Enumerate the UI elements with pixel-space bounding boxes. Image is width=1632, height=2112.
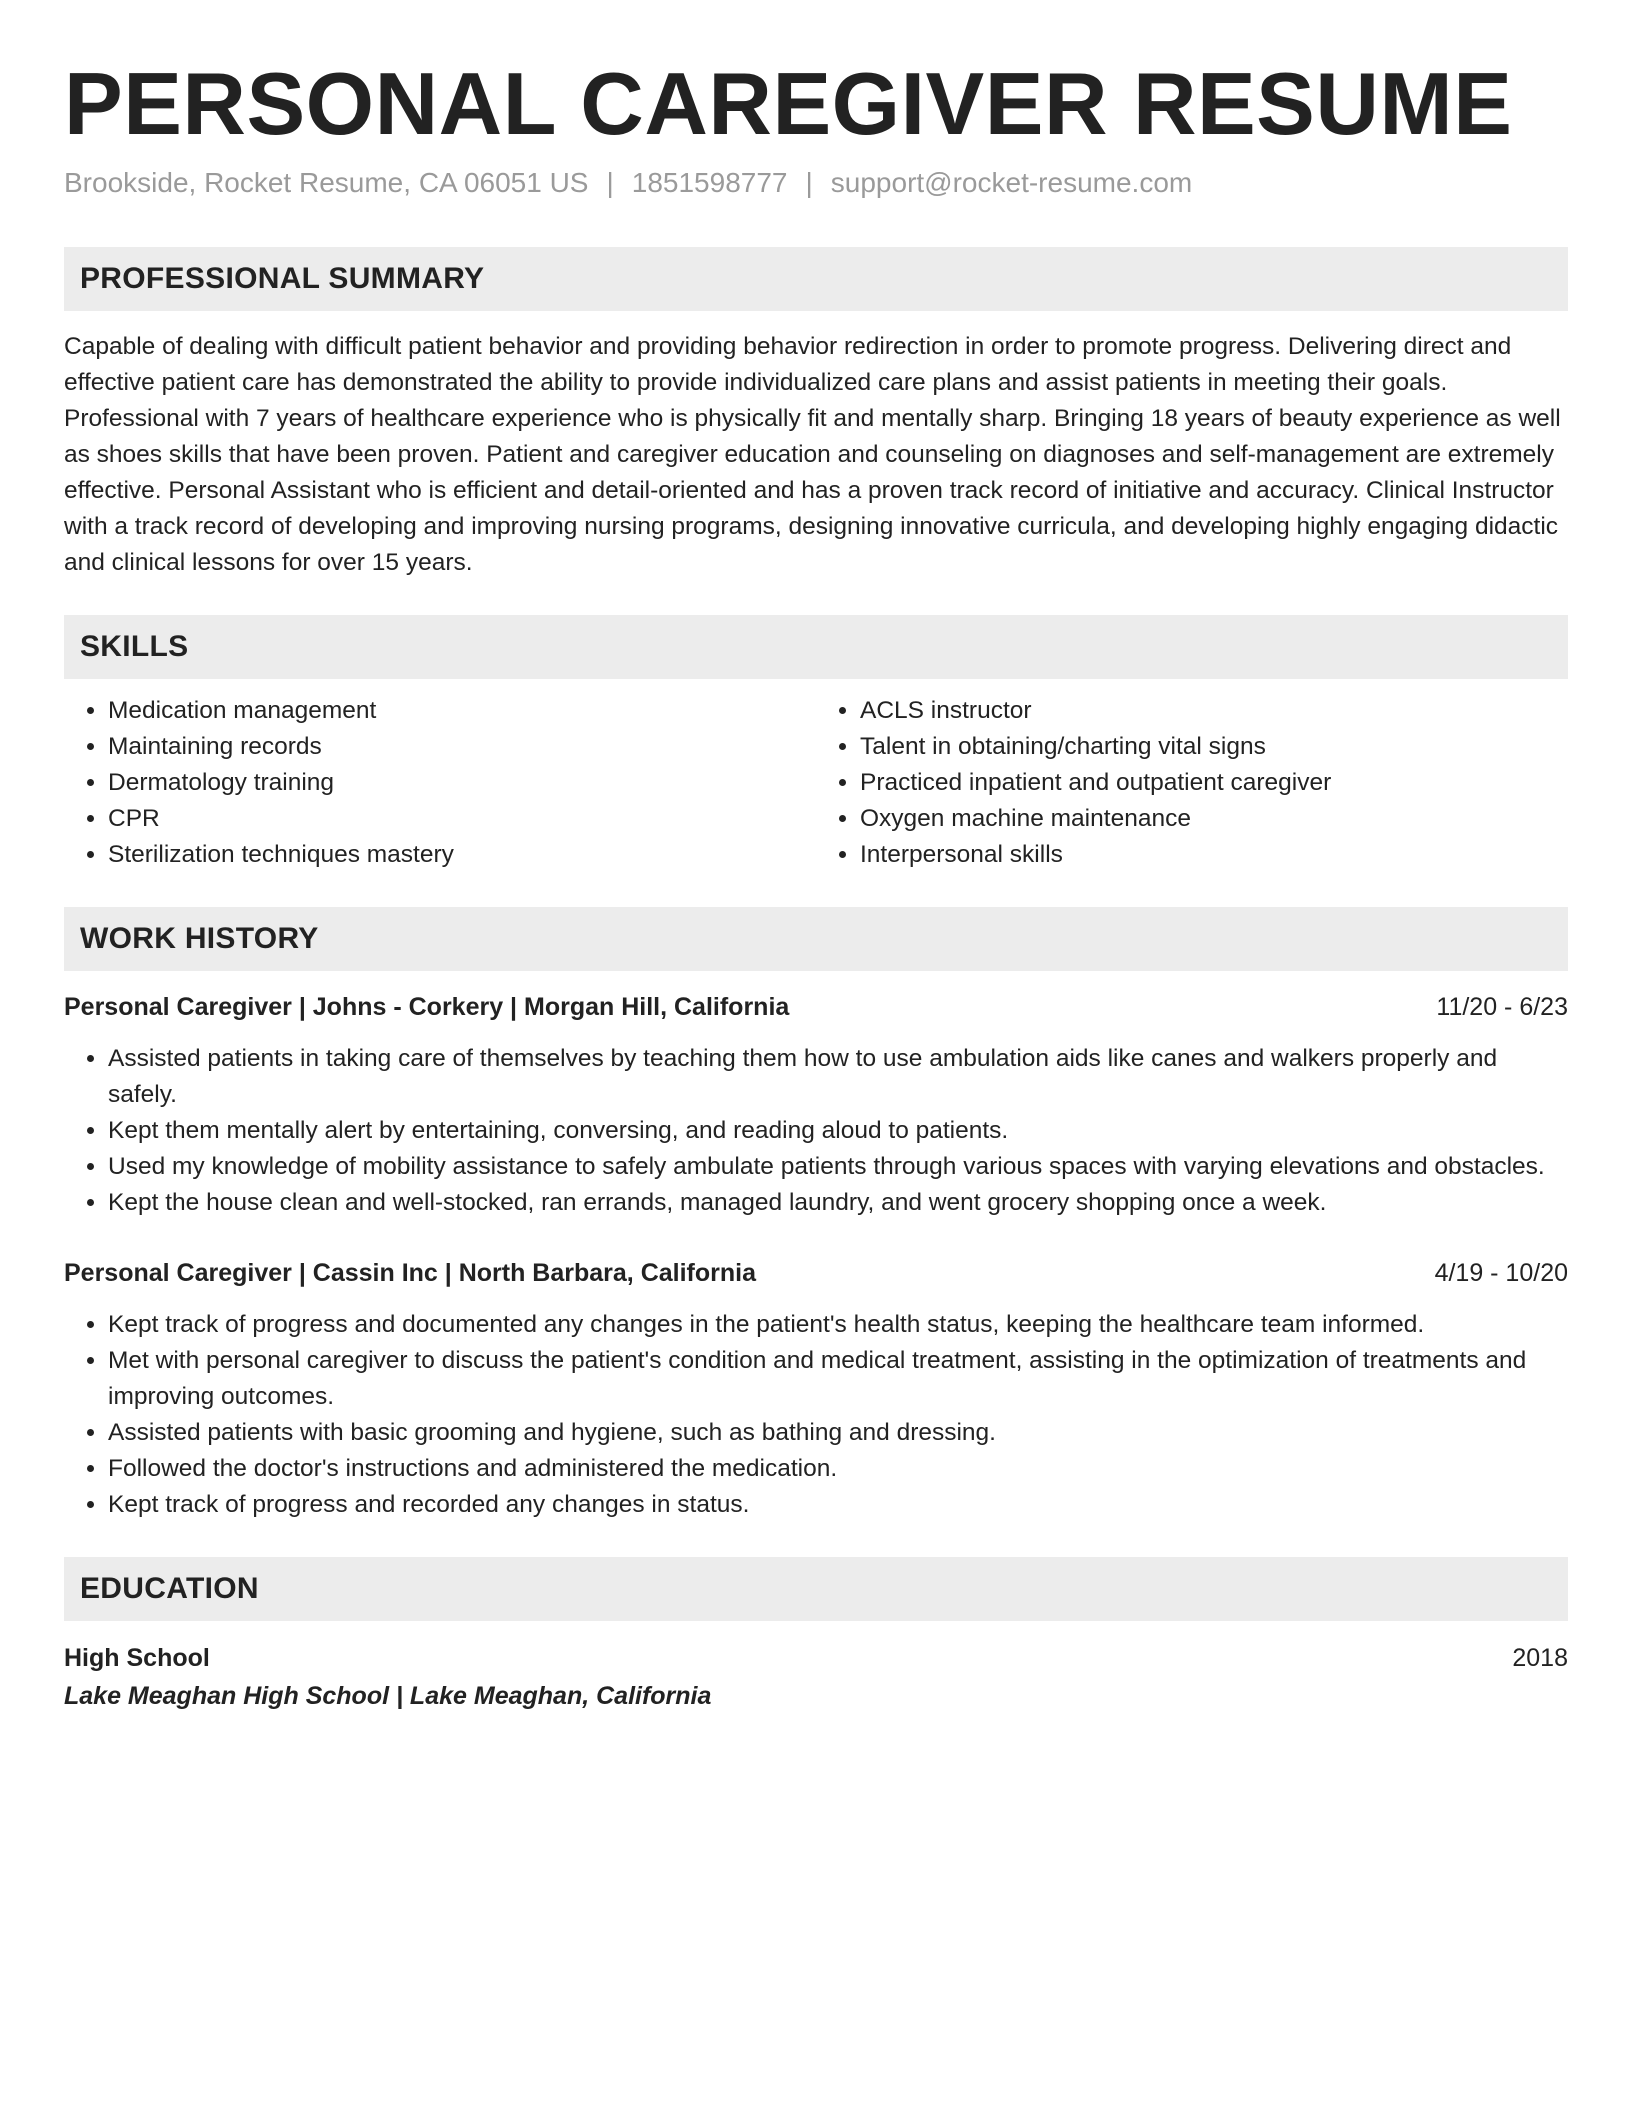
skill-item: • Talent in obtaining/charting vital signs [860, 729, 1568, 765]
skill-item: • Oxygen machine maintenance [860, 801, 1568, 837]
education-heading: EDUCATION [64, 1557, 1568, 1621]
skill-item: • Interpersonal skills [860, 837, 1568, 873]
education-school: Lake Meaghan High School | Lake Meaghan, California [64, 1681, 712, 1710]
job-dates: 11/20 - 6/23 [1436, 992, 1568, 1021]
contact-separator: | [805, 166, 813, 198]
skill-item: • ACLS instructor [860, 693, 1568, 729]
education-header [64, 1639, 1568, 1677]
contact-address: Brookside, Rocket Resume, CA 06051 US [64, 166, 589, 198]
skills-section [64, 615, 1568, 873]
skills-columns [64, 693, 1568, 873]
skill-item: • Medication management [108, 693, 816, 729]
job-bullet: • Followed the doctor's instructions and administered the medication. [108, 1451, 1568, 1487]
resume-title: PERSONAL CAREGIVER RESUME [64, 54, 1513, 153]
summary-section [64, 247, 1568, 581]
job-bullet: • Assisted patients with basic grooming and hygiene, such as bathing and dressing. [108, 1415, 1568, 1451]
job-bullet: • Assisted patients in taking care of themselves by teaching them how to use ambulation aids like canes and walkers properly and safely. [108, 1041, 1568, 1113]
job-bullets [64, 1307, 1568, 1523]
skill-item: • Maintaining records [108, 729, 816, 765]
job-bullets [64, 1041, 1568, 1221]
job-bullet: • Met with personal caregiver to discuss the patient's condition and medical treatment, assisting in the optimization of treatments and improving outcomes. [108, 1343, 1568, 1415]
job-bullet: • Kept the house clean and well-stocked, ran errands, managed laundry, and went grocery shopping once a week. [108, 1185, 1568, 1221]
skill-item: • Sterilization techniques mastery [108, 837, 816, 873]
work-section [64, 907, 1568, 1523]
job-bullet: • Used my knowledge of mobility assistance to safely ambulate patients through various spaces with varying elevations and obstacles. [108, 1149, 1568, 1185]
job-bullet: • Kept track of progress and recorded any changes in status. [108, 1487, 1568, 1523]
education-entry [64, 1639, 1568, 1715]
skills-list-right [816, 693, 1568, 873]
job-title: Personal Caregiver | Johns - Corkery | Morgan Hill, California [64, 992, 790, 1021]
contact-email: support@rocket-resume.com [830, 166, 1193, 198]
skills-heading: SKILLS [64, 615, 1568, 679]
skill-item: • Practiced inpatient and outpatient caregiver [860, 765, 1568, 801]
summary-text: Capable of dealing with difficult patient behavior and providing behavior redirection in order to promote progress. Delivering direct and effective patient care has demonstrated the ability to provide individualized care plans and assist patients in meeting their goals. Professional with 7 years of healthcare experience who is physically fit and mentally sharp. Bringing 18 years of beauty experience as well as shoes skills that have been proven. Patient and caregiver education and counseling on diagnoses and self-management are extremely effective. Personal Assistant who is efficient and detail-oriented and has a proven track record of initiative and accuracy. Clinical Instructor with a track record of developing and improving nursing programs, designing innovative curricula, and developing highly engaging didactic and clinical lessons for over 15 years. [64, 332, 1561, 576]
summary-heading: PROFESSIONAL SUMMARY [64, 247, 1568, 311]
contact-phone: 1851598777 [631, 166, 788, 198]
job-title: Personal Caregiver | Cassin Inc | North Barbara, California [64, 1258, 756, 1287]
job-header [64, 1255, 1568, 1291]
job-bullet: • Kept them mentally alert by entertaining, conversing, and reading aloud to patients. [108, 1113, 1568, 1149]
work-heading: WORK HISTORY [64, 907, 1568, 971]
job-bullet: • Kept track of progress and documented any changes in the patient's health status, keeping the healthcare team informed. [108, 1307, 1568, 1343]
skills-list-left [64, 693, 816, 873]
job-dates: 4/19 - 10/20 [1434, 1258, 1568, 1287]
skill-item: • CPR [108, 801, 816, 837]
contact-line [64, 167, 1568, 199]
job-entry [64, 989, 1568, 1221]
job-entry [64, 1255, 1568, 1523]
skill-item: • Dermatology training [108, 765, 816, 801]
education-year: 2018 [1512, 1643, 1568, 1672]
education-section [64, 1557, 1568, 1715]
contact-separator: | [606, 166, 614, 198]
education-degree: High School [64, 1643, 210, 1672]
job-header [64, 989, 1568, 1025]
